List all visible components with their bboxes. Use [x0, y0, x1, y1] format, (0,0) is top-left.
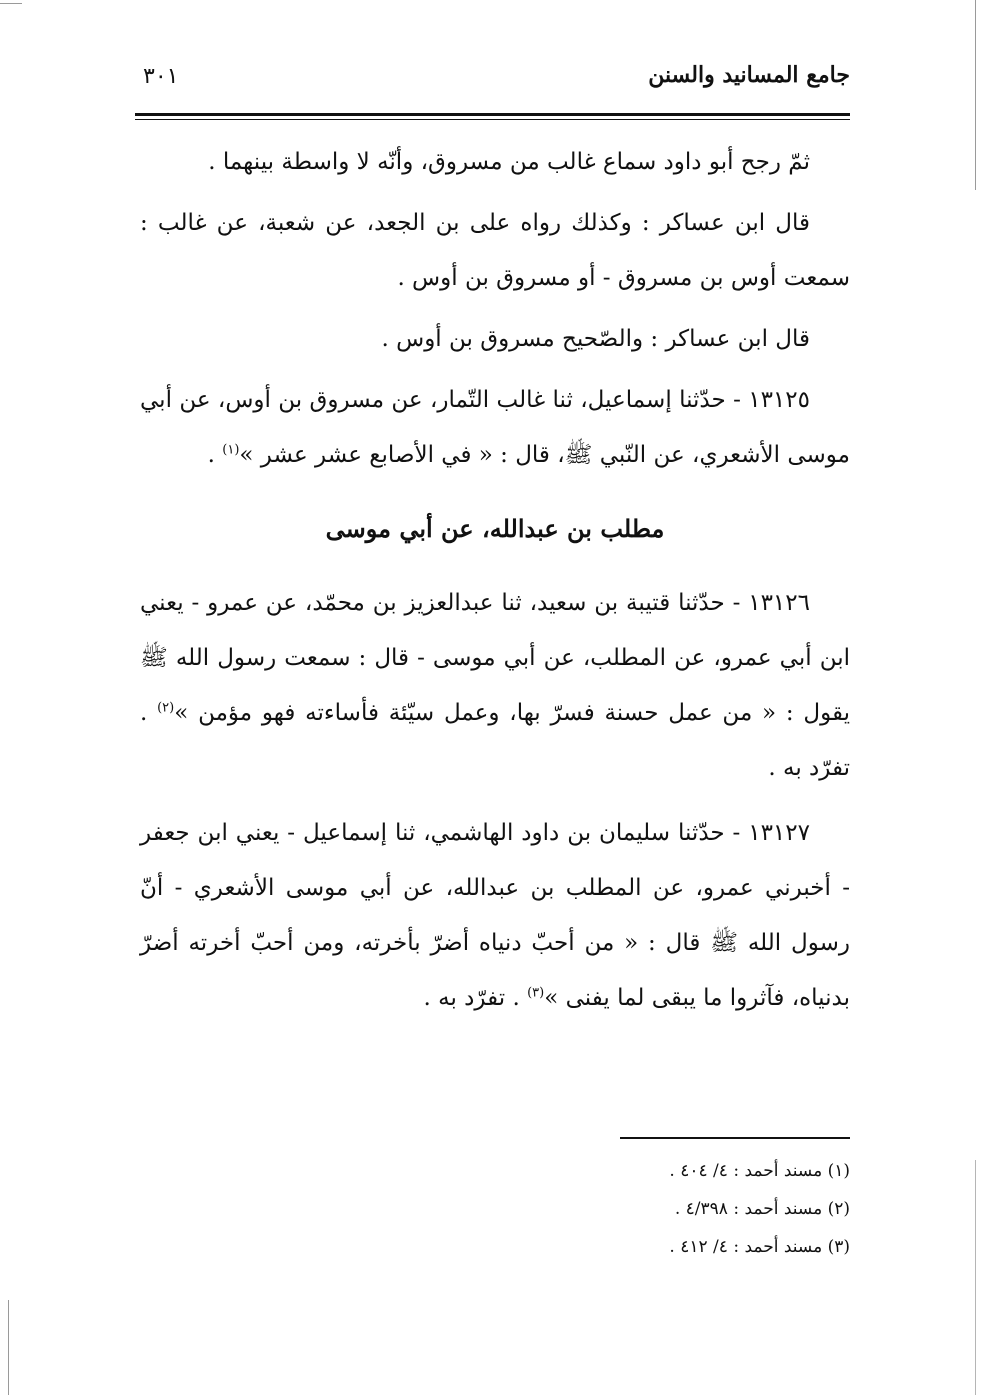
running-title: جامع المسانيد والسنن [648, 62, 850, 88]
hadith-end: . تفرّد به . [423, 985, 528, 1011]
footnotes [500, 1152, 850, 1266]
page-header [135, 60, 850, 108]
scan-edge [8, 1300, 9, 1395]
section-title: مطلب بن عبدالله، عن أبي موسى [325, 514, 665, 543]
paragraph: قال ابن عساكر : وكذلك رواه على بن الجعد، عن شعبة، عن غالب : سمعت أوس بن مسروق - أو مسروق بن أوس . [140, 210, 850, 291]
scan-edge [975, 1160, 976, 1395]
footnote-ref: (٢) [157, 700, 175, 716]
hadith-text: ١٣١٢٧ - حدّثنا سليمان بن داود الهاشمي، ثنا إسماعيل - يعني ابن جعفر - أخبرني عمرو، عن المطلب بن عبدالله، عن أبي موسى الأشعري - أنّ رسول الله ﷺ قال : « من أحبّ دنياه أضرّ بأخرته، ومن أحبّ أخرته أضرّ بدنياه، فآثروا ما يبقى لما يفنى » [140, 820, 850, 1011]
hadith-end: . [207, 442, 223, 468]
footnote-separator [620, 1137, 850, 1139]
footnote: (٢) مسند أحمد : ٤/٣٩٨ . [674, 1199, 850, 1219]
footnote: (٣) مسند أحمد : ٤/ ٤١٢ . [669, 1237, 850, 1257]
hadith-paragraph [140, 576, 850, 796]
footnote-ref: (١) [222, 442, 240, 458]
main-text [140, 135, 850, 1026]
footnote: (١) مسند أحمد : ٤/ ٤٠٤ . [669, 1161, 850, 1181]
scan-edge [0, 3, 22, 4]
scan-edge [975, 0, 976, 190]
hadith-end: . تفرّد به . [140, 700, 850, 781]
page-number: ٣٠١ [143, 64, 179, 89]
paragraph: قال ابن عساكر : والصّحيح مسروق بن أوس . [381, 326, 810, 352]
header-rule-thin [135, 119, 850, 120]
paragraph: ثمّ رجح أبو داود سماع غالب من مسروق، وأنّه لا واسطة بينهما . [208, 149, 810, 175]
hadith-paragraph [140, 373, 850, 483]
hadith-paragraph [140, 806, 850, 1026]
hadith-text: ١٣١٢٥ - حدّثنا إسماعيل، ثنا غالب التّمار، عن مسروق بن أوس، عن أبي موسى الأشعري، عن النّبي ﷺ، قال : « في الأصابع عشر عشر » [140, 387, 850, 468]
hadith-text: ١٣١٢٦ - حدّثنا قتيبة بن سعيد، ثنا عبدالعزيز بن محمّد، عن عمرو - يعني ابن أبي عمرو، عن المطلب، عن أبي موسى - قال : سمعت رسول الله ﷺ يقول : « من عمل حسنة فسرّ بها، وعمل سيّئة فأساءته فهو مؤمن » [140, 590, 851, 726]
header-rule [135, 113, 850, 116]
footnote-ref: (٣) [527, 985, 545, 1001]
